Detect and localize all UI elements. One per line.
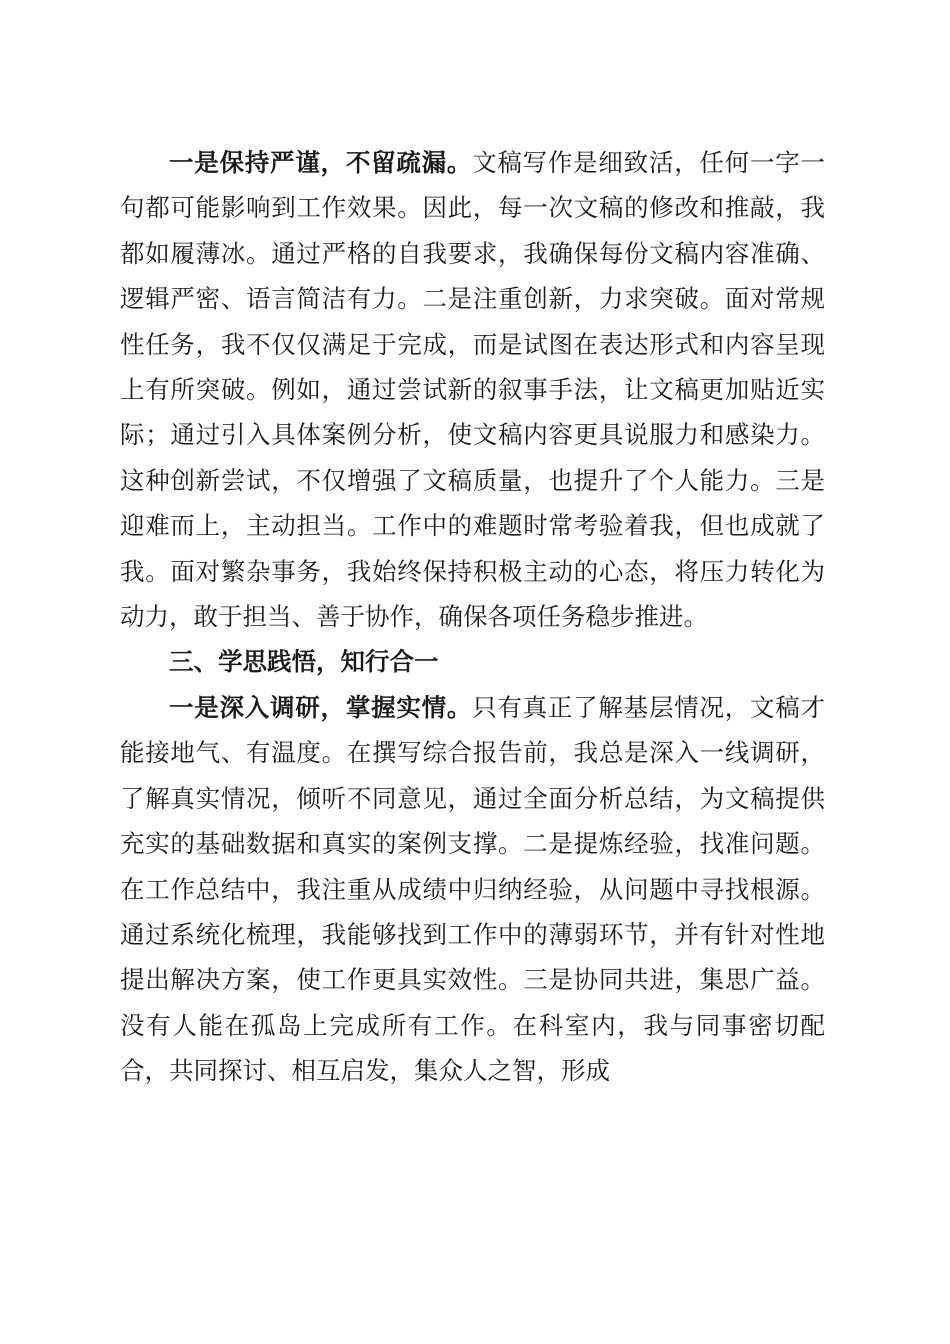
paragraph-lead: 一是深入调研，掌握实情。 (169, 692, 473, 722)
paragraph-text: 只有真正了解基层情况，文稿才能接地气、有温度。在撰写综合报告前，我总是深入一线调研，了解真实情况，倾听不同意见，通过全面分析总结，为文稿提供充实的基础数据和真实的案例支撑。二是提炼经验，找准问题。在工作总结中，我注重从成绩中归纳经验，从问题中寻找根源。通过系统化梳理，我能够找到工作中的薄弱环节，并有针对性地提出解决方案，使工作更具实效性。三是协同共进，集思广益。没有人能在孤岛上完成所有工作。在科室内，我与同事密切配合，共同探讨、相互启发，集众人之智，形成 (120, 692, 826, 1086)
section-heading: 三、学思践悟，知行合一 (169, 647, 439, 677)
paragraph-study-practice (120, 685, 825, 1094)
document-body (120, 140, 825, 1094)
paragraph-lead: 一是保持严谨，不留疏漏。 (169, 148, 473, 177)
paragraph-work-attitude (120, 140, 825, 639)
paragraph-text: 文稿写作是细致活，任何一字一句都可能影响到工作效果。因此，每一次文稿的修改和推敲，我都如履薄冰。通过严格的自我要求，我确保每份文稿内容准确、逻辑严密、语言简洁有力。二是注重创新，力求突破。面对常规性任务，我不仅仅满足于完成，而是试图在表达形式和内容呈现上有所突破。例如，通过尝试新的叙事手法，让文稿更加贴近实际；通过引入具体案例分析，使文稿内容更具说服力和感染力。这种创新尝试，不仅增强了文稿质量，也提升了个人能力。三是迎难而上，主动担当。工作中的难题时常考验着我，但也成就了我。面对繁杂事务，我始终保持积极主动的心态，将压力转化为动力，敢于担当、善于协作，确保各项任务稳步推进。 (120, 148, 826, 632)
